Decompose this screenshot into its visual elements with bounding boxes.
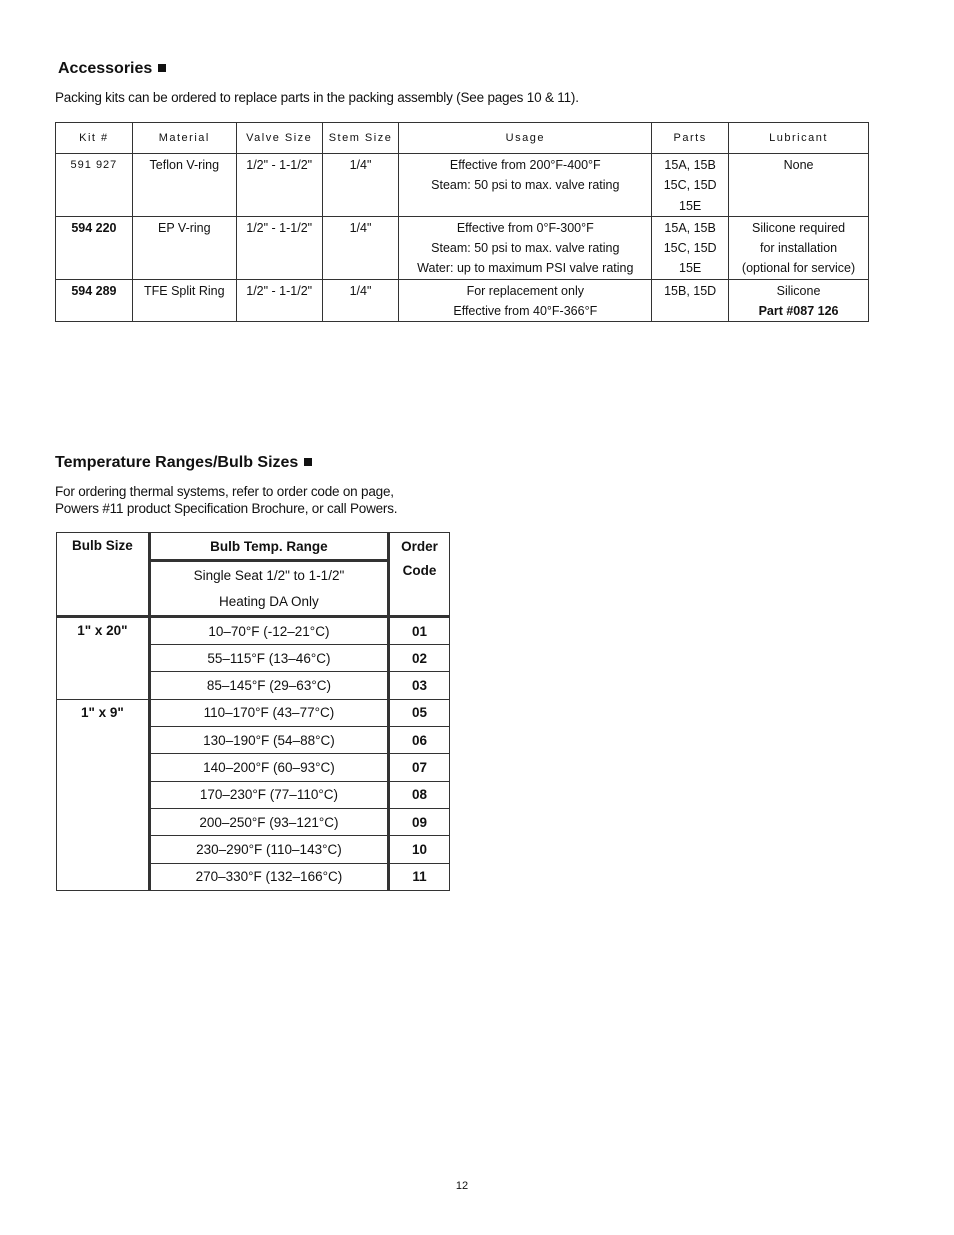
stem-size-cell: [322, 216, 399, 279]
valve-size-value: 1/2" - 1-1/2": [246, 220, 313, 235]
parts-line: 15C, 15D: [663, 178, 717, 193]
bulb-size-cell: 1" x 20": [57, 616, 150, 699]
parts-line: 15A, 15B: [664, 220, 716, 235]
kit-cell: [56, 216, 133, 279]
range-cell: 85–145°F (29–63°C): [149, 672, 388, 699]
column-header-range: Bulb Temp. Range: [149, 533, 388, 561]
column-header-valve-size: Valve Size: [236, 123, 322, 154]
column-header-order: Order: [389, 533, 450, 561]
usage-line: Steam: 50 psi to max. valve rating: [431, 178, 620, 193]
code-cell: 10: [389, 836, 450, 863]
stem-size-value: 1/4": [349, 283, 372, 298]
usage-line: Effective from 0°F-300°F: [456, 220, 594, 235]
column-header-code: Code: [389, 561, 450, 617]
parts-line: 15C, 15D: [663, 241, 717, 256]
code-cell: 06: [389, 727, 450, 754]
column-header-stem-size: Stem Size: [322, 123, 399, 154]
square-bullet-icon: [158, 64, 166, 72]
usage-line: Effective from 200°F-400°F: [449, 158, 601, 172]
lubricant-line: (optional for service): [741, 261, 856, 276]
code-cell: 02: [389, 645, 450, 672]
usage-line: Effective from 40°F-366°F: [453, 304, 598, 319]
column-header-kit: Kit #: [56, 123, 133, 154]
valve-size-value: 1/2" - 1-1/2": [246, 158, 313, 172]
column-header-lubricant: Lubricant: [729, 123, 869, 154]
range-cell: 270–330°F (132–166°C): [149, 863, 388, 890]
stem-size-value: 1/4": [349, 158, 372, 172]
page-number: 12: [455, 1180, 469, 1192]
material-cell: [132, 279, 236, 322]
range-cell: 200–250°F (93–121°C): [149, 808, 388, 835]
lubricant-line: Silicone required: [751, 220, 846, 235]
stem-size-value: 1/4": [349, 220, 372, 235]
material-cell: [132, 216, 236, 279]
kit-number: 594 220: [71, 220, 117, 235]
range-cell: 230–290°F (110–143°C): [149, 836, 388, 863]
table-row: [57, 616, 450, 644]
temperature-title: Temperature Ranges/Bulb Sizes: [55, 454, 299, 471]
kit-number: 591 927: [70, 159, 118, 171]
temperature-intro-line: For ordering thermal systems, refer to order code on page,: [55, 484, 394, 499]
parts-cell: [652, 216, 729, 279]
range-cell: 55–115°F (13–46°C): [149, 645, 388, 672]
stem-size-cell: [322, 154, 399, 217]
accessories-intro: Packing kits can be ordered to replace parts in the packing assembly (See pages 10 & 11).: [55, 90, 579, 105]
usage-line: Water: up to maximum PSI valve rating: [417, 261, 634, 276]
code-cell: 07: [389, 754, 450, 781]
accessories-heading: [58, 60, 166, 78]
range-subheader: Single Seat 1/2" to 1-1/2": [149, 561, 388, 589]
material-value: TFE Split Ring: [143, 283, 225, 298]
material-value: EP V-ring: [158, 220, 211, 235]
material-cell: [132, 154, 236, 217]
parts-line: 15E: [679, 198, 702, 213]
range-cell: 140–200°F (60–93°C): [149, 754, 388, 781]
packing-kits-table: [55, 122, 869, 322]
table-row: [57, 699, 450, 726]
parts-line: 15B, 15D: [664, 283, 717, 298]
kit-number: 594 289: [71, 283, 117, 298]
parts-cell: [652, 154, 729, 217]
table-header-row: [57, 533, 450, 561]
temperature-heading: [55, 454, 312, 472]
table-row: [56, 154, 869, 217]
table-row: [56, 216, 869, 279]
kit-cell: [56, 154, 133, 217]
lubricant-cell: [729, 154, 869, 217]
lubricant-line: Silicone: [776, 283, 821, 298]
column-header-material: Material: [132, 123, 236, 154]
parts-line: 15A, 15B: [664, 158, 716, 172]
range-cell: 110–170°F (43–77°C): [149, 699, 388, 726]
square-bullet-icon: [304, 458, 312, 466]
range-cell: 130–190°F (54–88°C): [149, 727, 388, 754]
kit-cell: [56, 279, 133, 322]
column-header-usage: Usage: [399, 123, 652, 154]
range-cell: 10–70°F (-12–21°C): [149, 616, 388, 644]
lubricant-cell: [729, 216, 869, 279]
usage-line: For replacement only: [466, 283, 584, 298]
lubricant-line: for installation: [759, 241, 838, 256]
column-header-parts: Parts: [652, 123, 729, 154]
code-cell: 03: [389, 672, 450, 699]
table-row: [56, 279, 869, 322]
stem-size-cell: [322, 279, 399, 322]
valve-size-cell: [236, 154, 322, 217]
temperature-intro: [55, 483, 397, 517]
lubricant-part-number: Part #087 126: [758, 304, 839, 319]
valve-size-value: 1/2" - 1-1/2": [246, 283, 313, 298]
code-cell: 08: [389, 781, 450, 808]
valve-size-cell: [236, 279, 322, 322]
code-cell: 01: [389, 616, 450, 644]
bulb-size-cell: 1" x 9": [57, 699, 150, 890]
table-header-row: [56, 123, 869, 154]
valve-size-cell: [236, 216, 322, 279]
parts-line: 15E: [679, 261, 702, 276]
usage-cell: [399, 279, 652, 322]
lubricant-cell: [729, 279, 869, 322]
range-cell: 170–230°F (77–110°C): [149, 781, 388, 808]
bulb-sizes-table: [56, 532, 450, 891]
code-cell: 11: [389, 863, 450, 890]
accessories-title: Accessories: [58, 60, 153, 77]
lubricant-line: None: [783, 158, 814, 172]
usage-line: Steam: 50 psi to max. valve rating: [431, 241, 620, 256]
temperature-intro-line: Powers #11 product Specification Brochure, or call Powers.: [55, 501, 398, 516]
code-cell: 05: [389, 699, 450, 726]
material-value: Teflon V-ring: [149, 158, 220, 172]
code-cell: 09: [389, 808, 450, 835]
column-header-bulb-size: Bulb Size: [57, 533, 150, 617]
parts-cell: [652, 279, 729, 322]
usage-cell: [399, 154, 652, 217]
range-subheader: Heating DA Only: [149, 589, 388, 617]
usage-cell: [399, 216, 652, 279]
